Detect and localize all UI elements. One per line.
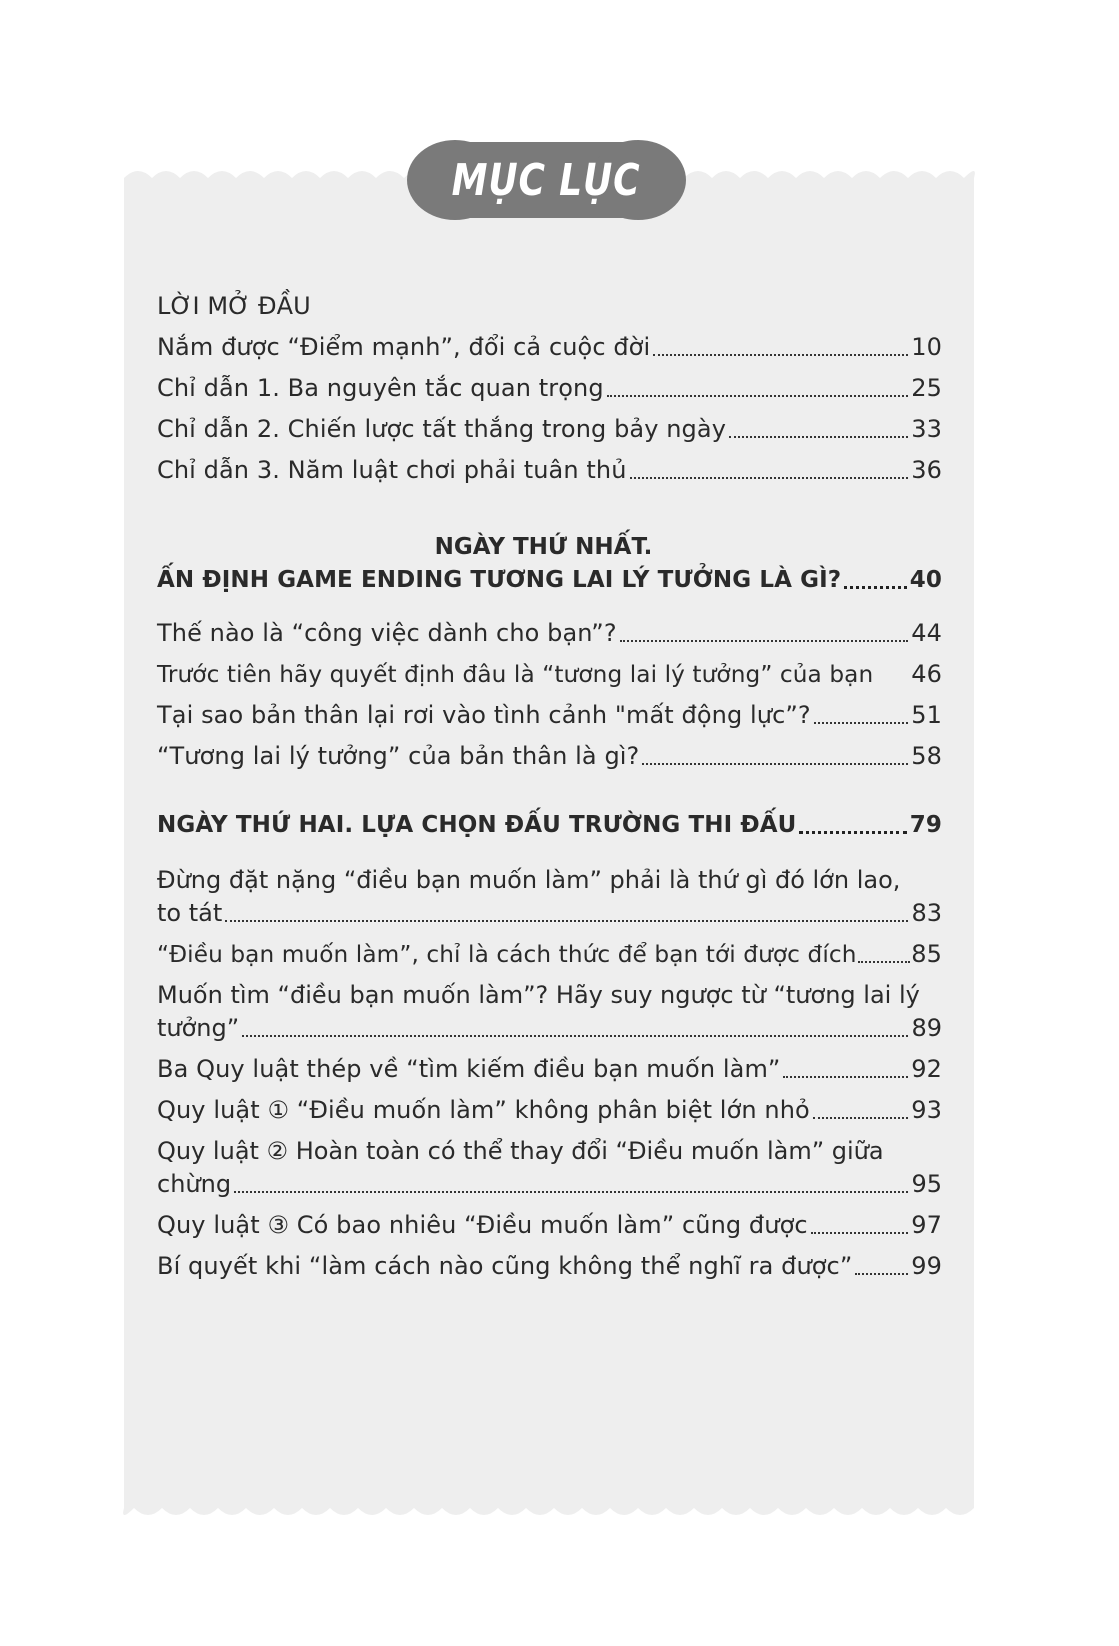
leader-dots	[813, 1117, 908, 1119]
page-number: 36	[911, 456, 942, 484]
leader-dots	[234, 1191, 908, 1193]
toc-entry[interactable]	[157, 372, 942, 405]
section-title: ẤN ĐỊNH GAME ENDING TƯƠNG LAI LÝ TƯỞNG LÀ GÌ?	[157, 567, 842, 593]
page-number: 46	[911, 660, 942, 688]
intro-heading: LỜI MỞ ĐẦU	[157, 292, 311, 320]
toc-entry[interactable]	[157, 1094, 942, 1127]
entry-title-line1: Muốn tìm “điều bạn muốn làm”? Hãy suy ngược từ “tương lai lý	[157, 981, 920, 1009]
entry-title: Bí quyết khi “làm cách nào cũng không thể nghĩ ra được”	[157, 1252, 853, 1280]
entry-title: “Tương lai lý tưởng” của bản thân là gì?	[157, 742, 640, 770]
leader-dots	[225, 920, 908, 922]
page-number: 44	[911, 619, 942, 647]
page-number: 33	[911, 415, 942, 443]
leader-dots	[844, 586, 907, 589]
entry-title-line2: to tát	[157, 899, 223, 927]
leader-dots	[620, 640, 909, 642]
page-number: 97	[911, 1211, 942, 1239]
entry-title: Thế nào là “công việc dành cho bạn”?	[157, 619, 617, 647]
entry-title: Chỉ dẫn 3. Năm luật chơi phải tuân thủ	[157, 456, 627, 484]
entry-title: Chỉ dẫn 2. Chiến lược tất thắng trong bảy ngày	[157, 415, 726, 443]
toc-entry[interactable]	[157, 1135, 942, 1201]
page-title: MỤC LỤC	[451, 154, 641, 206]
leader-dots	[811, 1232, 909, 1234]
entry-title: Tại sao bản thân lại rơi vào tình cảnh "mất động lực”?	[157, 701, 811, 729]
day2-heading[interactable]	[157, 809, 942, 842]
leader-dots	[799, 831, 906, 834]
entry-title: Quy luật ③ Có bao nhiêu “Điều muốn làm” cũng được	[157, 1211, 808, 1239]
leader-dots	[653, 354, 908, 356]
page-number: 99	[911, 1252, 942, 1280]
toc-entry[interactable]	[157, 1209, 942, 1242]
leader-dots	[607, 395, 909, 397]
leader-dots	[855, 1273, 908, 1275]
entry-title-line2: chừng	[157, 1170, 232, 1198]
page-number: 83	[911, 899, 942, 927]
page-number: 79	[909, 812, 942, 838]
toc-entry[interactable]	[157, 979, 942, 1045]
toc-entry[interactable]	[157, 864, 942, 930]
toc-entry[interactable]	[157, 740, 942, 773]
leader-dots	[858, 961, 911, 963]
page-number: 93	[911, 1096, 942, 1124]
page-number: 51	[911, 701, 942, 729]
page-number: 40	[909, 567, 942, 593]
toc-entry[interactable]	[157, 658, 942, 691]
page-number: 95	[911, 1170, 942, 1198]
entry-title-line1: Quy luật ② Hoàn toàn có thể thay đổi “Điều muốn làm” giữa	[157, 1137, 884, 1165]
leader-dots	[242, 1035, 908, 1037]
section-title: NGÀY THỨ HAI. LỰA CHỌN ĐẤU TRƯỜNG THI ĐẤU	[157, 812, 797, 838]
toc-entry[interactable]	[157, 1250, 942, 1283]
leader-dots	[729, 436, 908, 438]
page-number: 10	[911, 333, 942, 361]
page-number: 85	[911, 940, 942, 968]
page-number: 89	[911, 1014, 942, 1042]
day1-heading[interactable]	[157, 564, 942, 597]
entry-title-line2: tưởng”	[157, 1014, 240, 1042]
entry-title: Quy luật ① “Điều muốn làm” không phân biệt lớn nhỏ	[157, 1096, 810, 1124]
entry-title-line1: Đừng đặt nặng “điều bạn muốn làm” phải là thứ gì đó lớn lao,	[157, 866, 901, 894]
toc-entry[interactable]	[157, 1053, 942, 1086]
toc-entry[interactable]	[157, 938, 942, 971]
toc-entry[interactable]	[157, 331, 942, 364]
entry-title: Trước tiên hãy quyết định đâu là “tương lai lý tưởng” của bạn	[157, 661, 874, 688]
page-number: 92	[911, 1055, 942, 1083]
toc-entry[interactable]	[157, 617, 942, 650]
entry-title: Chỉ dẫn 1. Ba nguyên tắc quan trọng	[157, 374, 604, 402]
leader-dots	[642, 763, 908, 765]
entry-title: Nắm được “Điểm mạnh”, đổi cả cuộc đời	[157, 333, 651, 361]
leader-dots	[630, 477, 909, 479]
toc-entry[interactable]	[157, 454, 942, 487]
toc-entry[interactable]	[157, 413, 942, 446]
toc-entry[interactable]	[157, 699, 942, 732]
leader-dots	[783, 1076, 908, 1078]
table-of-contents	[157, 290, 942, 1291]
page-number: 58	[911, 742, 942, 770]
entry-title: Ba Quy luật thép về “tìm kiếm điều bạn muốn làm”	[157, 1055, 781, 1083]
entry-title: “Điều bạn muốn làm”, chỉ là cách thức để bạn tới được đích	[157, 941, 857, 968]
day1-heading-line1: NGÀY THỨ NHẤT.	[434, 534, 653, 560]
leader-dots	[814, 722, 908, 724]
page-number: 25	[911, 374, 942, 402]
